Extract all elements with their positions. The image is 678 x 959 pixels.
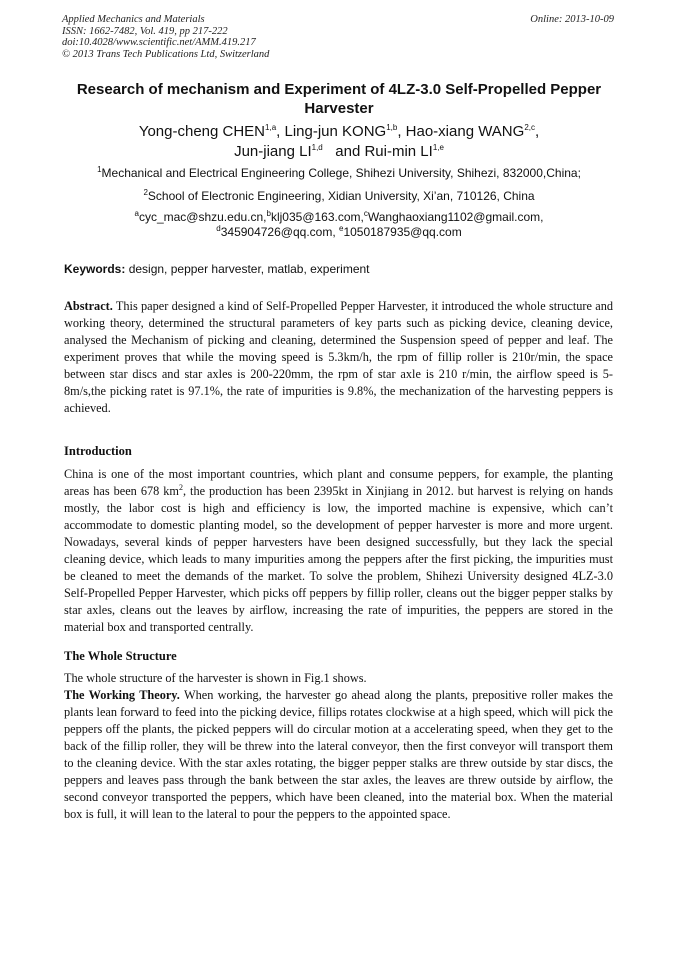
email-sup: e [338,224,344,233]
intro-text-1: China is one of the most important countries, which plant and consume peppers, for example, the planting areas has been 678 km [64,467,613,498]
whole-structure-heading: The Whole Structure [64,649,177,663]
author-sep: , [534,123,540,140]
email-a[interactable]: cyc_mac@shzu.edu.cn, [138,210,267,224]
author-sup: 1,a [265,123,277,132]
email-sup: b [266,209,271,218]
introduction-heading: Introduction [64,444,132,458]
paper-title: Research of mechanism and Experiment of 4LZ-3.0 Self-Propelled Pepper Harvester [76,81,602,117]
abstract [64,298,613,417]
intro-sup: 2 [178,482,183,492]
copyright-line: © 2013 Trans Tech Publications Ltd, Switzerland [62,48,270,60]
author-name: , Hao-xiang WANG [397,123,525,140]
email-list [64,210,614,240]
email-sup: a [134,209,139,218]
author-name: Yong-cheng CHEN [138,123,266,140]
author-sup: 1,b [386,123,398,132]
email-sup: c [363,209,368,218]
author-name: Jun-jiang LI [234,143,312,160]
affiliation-1 [64,166,614,181]
author-sup: 1,e [432,143,444,152]
email-e[interactable]: 1050187935@qq.com [343,225,462,239]
author-sup: 2,c [524,123,535,132]
working-theory-label: The Working Theory. [64,688,180,702]
author-name: and Rui-min LI [335,143,433,160]
keywords-label: Keywords: [64,262,126,276]
introduction-body [64,466,613,636]
email-sup: d [216,224,221,233]
affil-text: Mechanical and Electrical Engineering College, Shihezi University, Shihezi, 832000,China; [101,166,581,180]
intro-text-2: , the production has been 2395kt in Xinjiang in 2012. but harvest is relying on hands mostly, the labor cost is high and efficiency is low, the imported machine is expensive, which can’t accommodate to domestic planting model, so the development of pepper harvester is more and more urgent. Nowadays, several kinds of pepper harvesters have been designed successfully, but they lack the special cleaning device, which leads to many impurities among the peppers after the first picking, the impurities must be cleaned to meet the demands of the market. To solve the problem, Shihezi University designed 4LZ-3.0 Self-Propelled Pepper Harvester, which picks off peppers by fillip roller, cleans out the bigger pepper stalks by star axles, cleans out the leaves by airflow, increasing the rate of impurities, the peppers are stored in the material box and transported centrally. [64,484,613,634]
affil-sup: 1 [97,165,102,174]
email-c[interactable]: Wanghaoxiang1102@gmail.com, [367,210,544,224]
abstract-text: This paper designed a kind of Self-Propelled Pepper Harvester, it introduced the whole structure and working theory, determined the structural parameters of key parts such as picking device, cleaning device, analysed the Mechanism of picking and cleaning, determined the Suspension speed of pepper and leaf. The experiment proves that while the moving speed is 5.3km/h, the rpm of fillip roller is 210r/min, the space between star discs and star axles is 200-220mm, the rpm of star axle is 210 r/min, the airflow speed is 5-8m/s,the picking ratet is 97.1%, the rate of impurities is 9.8%, the mechanization of the harvesting peppers is achieved. [64,299,613,415]
author-list [64,122,614,162]
doi-line: doi:10.4028/www.scientific.net/AMM.419.217 [62,37,256,48]
author-sup: 1,d [311,143,323,152]
affiliation-2 [64,189,614,204]
affil-text: School of Electronic Engineering, Xidian University, Xi’an, 710126, China [147,189,535,203]
journal-header [62,14,269,60]
abstract-label: Abstract. [64,299,113,313]
online-date: Online: 2013-10-09 [530,14,614,25]
author-name: , Ling-jun KONG [276,123,387,140]
working-theory [64,687,613,823]
email-d[interactable]: 345904726@qq.com, [220,225,339,239]
keywords [64,262,370,276]
issn-line: ISSN: 1662-7482, Vol. 419, pp 217-222 [62,25,228,37]
whole-structure-body: The whole structure of the harvester is shown in Fig.1 shows. [64,671,367,685]
keywords-text: design, pepper harvester, matlab, experiment [125,262,370,276]
working-theory-text: When working, the harvester go ahead along the plants, prepositive roller makes the plants lean forward to feed into the picking device, fillips rotates clockwise at a high speed, which will pick the peppers off the plants, the picked peppers will do circular motion at a accelerating speed, when they get to the back of the fillip roller, they will be threw into the lateral conveyor, then the first conveyor will transport them to the cleaning device. With the star axles rotating, the bigger pepper stalks are threw outside by star discs, the peppers and leaves pass through the bank between the star axles, the leaves are threw outside by airflow, the second conveyor transported the peppers, which have been cleaned, into the material box. When the material box is full, it will lean to the lateral to pour the peppers to the appointed space. [64,688,613,821]
journal-name: Applied Mechanics and Materials [62,14,205,25]
affil-sup: 2 [143,188,148,197]
email-b[interactable]: klj035@163.com, [270,210,364,224]
